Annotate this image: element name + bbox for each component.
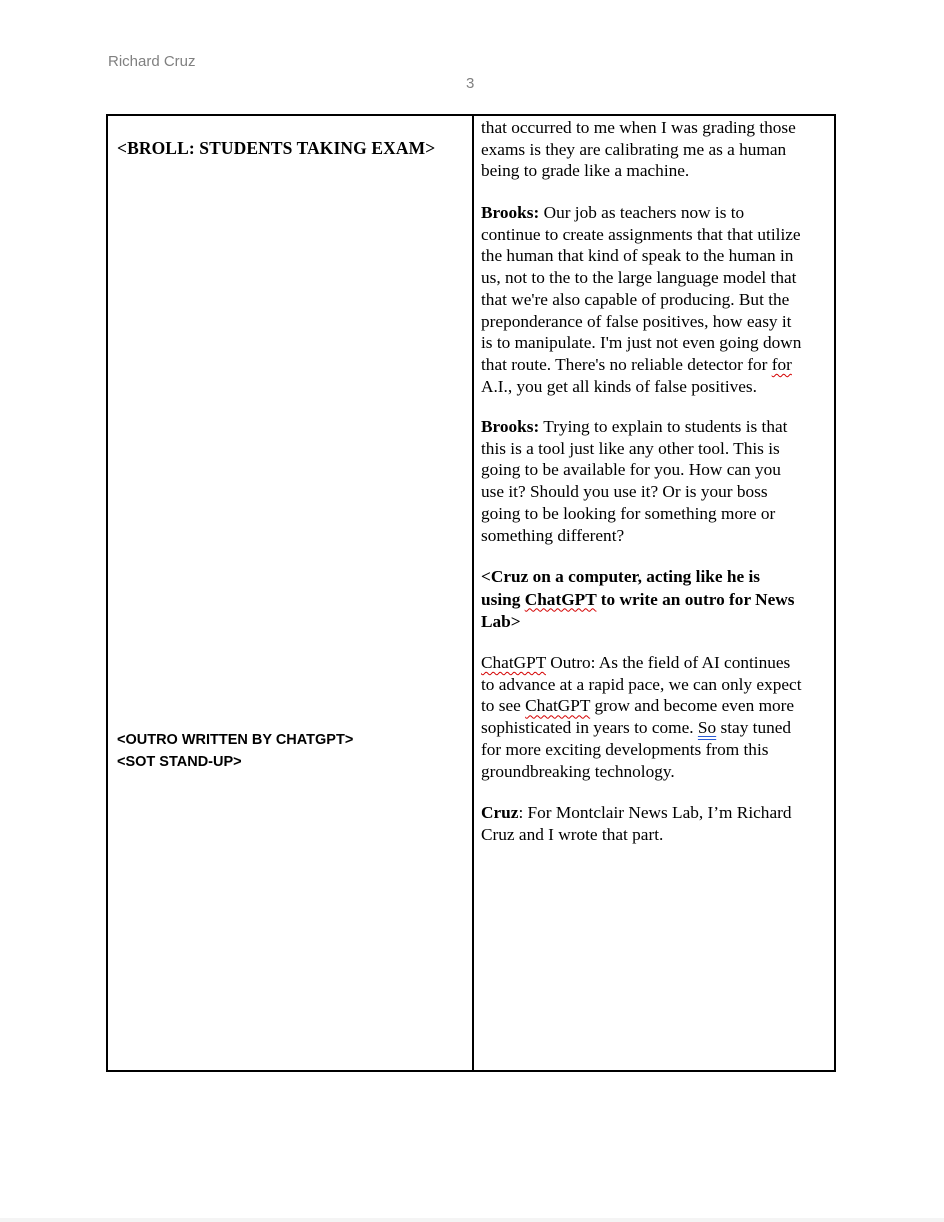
text-line: Cruz and I wrote that part. (481, 824, 664, 844)
transcript-paragraph (481, 202, 831, 397)
text-line (481, 695, 831, 717)
grammar-flag-word[interactable]: So (697, 718, 717, 738)
transcript-paragraph (481, 802, 831, 845)
text-line: A.I., you get all kinds of false positives. (481, 376, 757, 396)
text-segment: to write an outro for News (596, 589, 795, 609)
transcript-paragraph (481, 416, 831, 546)
broll-cue: <BROLL: STUDENTS TAKING EXAM> (117, 138, 436, 158)
text-segment: Trying to explain to students is that (539, 417, 788, 436)
transcript-paragraph (481, 652, 831, 782)
text-line: us, not to the to the large language model that (481, 268, 797, 288)
text-line: preponderance of false positives, how easy it (481, 311, 792, 331)
text-line (481, 416, 831, 438)
text-segment: that route. There's no reliable detector for (481, 354, 772, 374)
text-line (481, 354, 831, 376)
speaker-label: Brooks: (481, 203, 540, 222)
text-line: being to grade like a machine. (481, 161, 690, 181)
text-line (481, 202, 831, 224)
text-line: groundbreaking technology. (481, 761, 675, 781)
spelling-error-word[interactable]: ChatGPT (524, 589, 597, 609)
speaker-label: Cruz (481, 803, 519, 822)
header-author-name: Richard Cruz (108, 53, 196, 70)
text-segment: stay tuned (716, 718, 792, 738)
outro-cue: <OUTRO WRITTEN BY CHATGPT> (117, 732, 354, 748)
text-line: is to manipulate. I'm just not even going down (481, 333, 802, 353)
text-line (481, 717, 831, 739)
text-line (481, 802, 831, 824)
text-line: going to be available for you. How can you (481, 460, 781, 480)
spelling-error-word[interactable]: ChatGPT (481, 653, 546, 672)
text-line: for more exciting developments from this (481, 739, 769, 759)
text-line: <Cruz on a computer, acting like he is (481, 567, 760, 586)
text-line: that occurred to me when I was grading those (481, 118, 796, 137)
text-segment: to see (481, 696, 526, 716)
spelling-error-word[interactable]: ChatGPT (525, 696, 591, 716)
text-segment: grow and become even more (590, 696, 795, 716)
text-segment: sophisticated in years to come. (481, 718, 698, 738)
text-line (481, 652, 831, 674)
text-segment: using (481, 589, 525, 609)
stage-direction (481, 566, 831, 634)
text-segment: Outro: As the field of AI continues (545, 653, 791, 672)
text-line: something different? (481, 525, 625, 545)
page-bottom-strip (0, 1218, 944, 1222)
column-divider (472, 116, 474, 1070)
text-line: that we're also capable of producing. But the (481, 289, 790, 309)
sot-cue: <SOT STAND-UP> (117, 754, 242, 770)
transcript-paragraph (481, 117, 831, 182)
text-line: going to be looking for something more or (481, 503, 776, 523)
page-number: 3 (466, 75, 475, 92)
text-line: exams is they are calibrating me as a human (481, 139, 787, 159)
text-segment: : For Montclair News Lab, I’m Richard (518, 803, 792, 822)
text-line: the human that kind of speak to the human in (481, 246, 794, 266)
text-line: to advance at a rapid pace, we can only expect (481, 674, 802, 694)
text-line: use it? Should you use it? Or is your boss (481, 482, 768, 502)
spelling-error-word[interactable]: for (771, 354, 792, 374)
text-line: this is a tool just like any other tool. This is (481, 438, 780, 458)
text-line: continue to create assignments that that utilize (481, 224, 801, 244)
text-line: Lab> (481, 612, 521, 631)
video-column (108, 116, 472, 1070)
script-table (106, 114, 836, 1072)
text-segment: Our job as teachers now is to (539, 203, 745, 222)
text-line (481, 589, 831, 612)
speaker-label: Brooks: (481, 417, 540, 436)
